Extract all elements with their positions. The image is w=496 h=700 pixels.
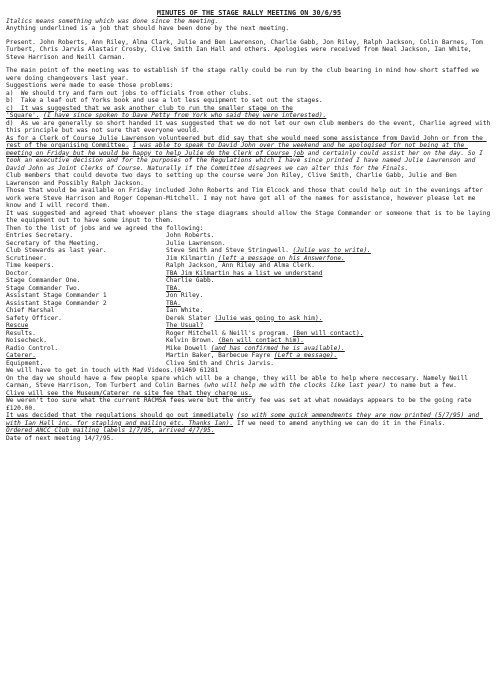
suggestion-d: d) As we are generally so short handed it was suggested that we do not let our own club members do the event, Charlie agreed with this principle but was not sure that everyone would.	[6, 119, 495, 134]
job-note: (Julie was to write).	[292, 247, 371, 254]
suggestion-a: a) We should try and farm out jobs to officials from other clubs.	[6, 89, 252, 97]
job-role: Caterer.	[6, 352, 36, 359]
job-role: Safety Officer.	[6, 314, 62, 322]
suggestion-c-line2	[6, 112, 492, 120]
jobs-list	[6, 232, 492, 367]
job-role: Doctor.	[6, 269, 33, 277]
job-role: Chief Marshal	[6, 307, 55, 314]
job-row-8	[6, 292, 492, 300]
evenings-paragraph: Those that would be available on Friday included John Roberts and Tim Elcock and those that could help out in the evenings after work were Steve Harrison and Roger Copeman-Mitchell. I may not have got all of the names for assistance, however please let me know and I will record them.	[6, 187, 487, 209]
museum-line: Clive will see the Museum/Caterer re site fee that they charge us.	[6, 389, 252, 397]
job-assignee: The Usual?	[166, 322, 204, 329]
job-row-4	[6, 262, 492, 270]
job-note: (left a message on his Answerfone.	[218, 254, 345, 262]
job-role: Assistant Stage Commander 2	[6, 299, 107, 307]
job-assignee: Ralph Jackson, Ann Riley and Alma Clerk.	[166, 262, 316, 269]
job-row-12	[6, 322, 492, 330]
job-assignee: TBA.	[166, 284, 181, 292]
regulations-decision: It was decided that the regulations should go out immediately	[6, 412, 234, 419]
clerk-paragraph	[6, 135, 492, 173]
job-role: Club Stewards as last year.	[6, 247, 107, 254]
job-note: (Ben will contact him).	[218, 337, 304, 344]
job-row-13	[6, 330, 492, 338]
job-row-6	[6, 277, 492, 285]
clerk-david-john: I was able to speak to David John over the weekend and he apologised for not being at the meeting on Friday but he would be happy to help Julie do the Clerk of Course job	[6, 142, 468, 157]
job-row-5	[6, 270, 492, 278]
regulations-paragraph	[6, 412, 492, 427]
job-role: Scrutineer.	[6, 254, 47, 262]
job-note: (Left a message).	[274, 352, 338, 359]
suggestion-c-line1: c) It was suggested that we ask another club to run the smaller stage on the	[6, 104, 293, 112]
job-role: Equipment.	[6, 359, 44, 367]
document-title: MINUTES OF THE STAGE RALLY MEETING ON 30/6/95	[156, 9, 342, 17]
ancc-labels-line: Ordered ANCC Club mailing labels 1/7/95, arrived 4/7/95.	[6, 427, 215, 434]
job-role: Time keepers.	[6, 262, 55, 269]
job-assignee: Mike Dowell	[166, 344, 207, 352]
stage-diagrams-paragraph: It was suggested and agreed that whoever plans the stage diagrams should allow the Stage Commander or someone that is to be laying the equipment out to have some input to them.	[6, 209, 495, 224]
minutes-body	[6, 9, 495, 442]
job-row-17	[6, 360, 492, 368]
job-row-16	[6, 352, 492, 360]
job-assignee: Julie Lawrenson.	[166, 239, 226, 247]
job-note: (and has confirmed he is available).	[210, 344, 345, 352]
jobs-intro: Then to the list of jobs and we agreed the following:	[6, 224, 204, 232]
job-assignee: Ian White.	[166, 307, 204, 314]
suggestions-intro: Suggestions were made to ease those problems:	[6, 82, 174, 89]
spare-paragraph	[6, 375, 492, 390]
job-assignee: Derek Slater	[166, 314, 211, 322]
regulations-end: If we need to amend anything we can do it in the Finals.	[236, 419, 446, 427]
job-role: Results.	[6, 329, 36, 337]
job-note: (Ben will contact).	[292, 329, 364, 337]
job-role: Secretary of the Meeting.	[6, 239, 100, 247]
clerk-decision: and certainly could assist her on the day. So I took an executive decision and for the purposes of the Regulations which I have since printed I have named Julie Lawrenson and David John as Joint Clerks of Course. Naturally if the Committee disagrees we can alter this for the Finals.	[6, 149, 487, 172]
job-role: Rescue	[6, 322, 29, 329]
job-assignee: Clive Smith and Chris Jarvis.	[166, 359, 275, 367]
clerk-volunteer: As for a Clerk of Course Julie Lawrenson volunteered but did say that she would need some assistance from David John or from the rest of the organising Committee.	[6, 134, 487, 149]
job-assignee: Jim Kilmartin	[166, 254, 215, 262]
job-row-1	[6, 240, 492, 248]
job-row-15	[6, 345, 492, 353]
job-row-11	[6, 315, 492, 323]
job-assignee: Kelvin Brown.	[166, 337, 215, 344]
racmsa-paragraph: We weren't too sure what the current RACMSA fees were but the entry fee was set at what nowadays appears to be the going rate £120.00.	[6, 397, 476, 412]
job-role: Noisecheck.	[6, 337, 47, 344]
spare-end: to name but a few.	[389, 382, 457, 389]
spare-text: On the day we should have a few people spare which will be a change, they will be able to help where neccesary. Namely Neill Carman, Steve Harrison, Tom Turbert and Colin Barnes	[6, 374, 472, 389]
job-assignee: Steve Smith and Steve Stringwell.	[166, 247, 289, 254]
job-row-9	[6, 300, 492, 308]
job-row-7	[6, 285, 492, 293]
main-point-paragraph: The main point of the meeting was to establish if the stage rally could be run by the club bearing in mind how short staffed we were doing changeovers last year.	[6, 67, 483, 82]
job-role: Radio Control.	[6, 344, 59, 352]
job-row-10	[6, 307, 492, 315]
job-assignee: John Roberts.	[166, 232, 215, 239]
mad-videos-line: We will have to get in touch with Mad Videos.(01469 61281	[6, 367, 219, 374]
next-meeting-line: Date of next meeting 14/7/95.	[6, 434, 115, 442]
intro-italics-note: Italics means something which was done since the meeting.	[6, 17, 219, 25]
job-role: Entries Secretary.	[6, 232, 74, 239]
job-note: (Julie was going to ask him).	[214, 314, 323, 322]
job-assignee: Charlie Gabb.	[166, 277, 215, 284]
suggestion-c-note: (I have since spoken to Dave Petty from York who said they were interested).	[43, 112, 327, 119]
two-days-paragraph: Club members that could devote two days to setting up the course were Jon Riley, Clive Smith, Charlie Gabb, Julie and Ben Lawrenson and Possibly Ralph Jackson.	[6, 172, 461, 187]
job-row-3	[6, 255, 492, 263]
job-row-0	[6, 232, 492, 240]
job-role: Stage Commander Two.	[6, 284, 81, 292]
job-assignee: TBA Jim Kilmartin has a list we understand	[166, 269, 323, 277]
present-paragraph: Present. John Roberts, Ann Riley, Alma Clark, Julie and Ben Lawrenson, Charlie Gabb, Jon Riley, Ralph Jackson, Colin Barnes, Tom Turbert, Chris Jarvis Alastair Crosby, Clive Smith Ian Hall and others. Apologies were received from Neal Jackson, Ian White, Steve Harrison and Neill Carman.	[6, 38, 487, 61]
regulations-note: (so with some quick ammendments they are now printed (5/7/95) and with Ian Hall inc. for stapling and mailing etc. Thanks Ian).	[6, 412, 483, 427]
job-row-14	[6, 337, 492, 345]
spare-note: (who will help me with the clocks like last year)	[203, 382, 386, 389]
intro-underline-note: Anything underlined is a job that should have been done by the next meeting.	[6, 25, 290, 32]
suggestion-b: b) Take a leaf out of Yorks book and use a lot less equipment to set out the stages.	[6, 97, 323, 104]
job-assignee: Jon Riley.	[166, 292, 204, 299]
job-assignee: TBA.	[166, 299, 181, 307]
job-assignee: Martin Baker, Barbecue Fayre	[166, 352, 271, 359]
suggestion-c-square: 'Square'.	[6, 112, 40, 119]
job-assignee: Roger Mitchell & Neill's program.	[166, 329, 289, 337]
job-role: Assistant Stage Commander 1	[6, 292, 107, 299]
job-role: Stage Commander One.	[6, 277, 81, 284]
job-row-2	[6, 247, 492, 255]
